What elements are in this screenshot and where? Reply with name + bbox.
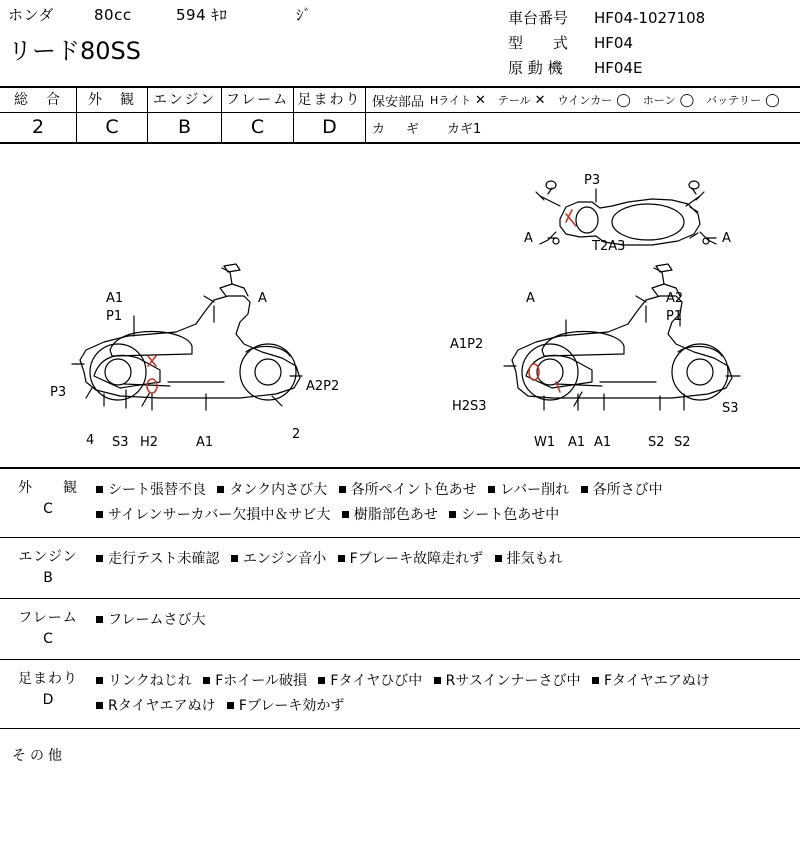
comment-item-text: エンジン音小 — [242, 551, 327, 567]
comment-item-text: Rサスインナーさび中 — [445, 673, 581, 689]
bullet-icon — [96, 555, 103, 562]
comment-item-text: 各所さび中 — [592, 482, 663, 498]
part-taillight-label: テール — [497, 94, 531, 107]
comment-item — [338, 551, 484, 567]
diagram-label-right-a1p2: A1P2 — [450, 337, 484, 352]
part-horn-mark: ◯ — [679, 92, 695, 108]
grade-cell-suspension — [294, 88, 366, 142]
diagram-label-left-2: 2 — [292, 427, 301, 442]
diagram-label-right-h2s3: H2S3 — [452, 399, 487, 414]
comment-body-other — [108, 745, 800, 765]
mileage: 594 ｷﾛ — [176, 6, 228, 24]
diagram-label-right-a2: A2 — [666, 291, 684, 306]
comment-item-text: 各所ペイント色あせ — [350, 482, 477, 498]
comment-item-text: 樹脂部色あせ — [353, 507, 438, 523]
grade-cell-frame — [222, 88, 294, 142]
diagram-label-right-a: A — [526, 291, 535, 306]
comment-item — [227, 698, 345, 714]
diagram-label-right-a1b: A1 — [594, 435, 612, 450]
header-vehicle-row — [8, 4, 498, 25]
comment-key-engine — [0, 547, 96, 589]
grade-cell-engine — [148, 88, 222, 142]
grade-value-engine: B — [177, 116, 192, 138]
bullet-icon — [227, 702, 234, 709]
header-extra-mark: ｼﾞ — [296, 6, 312, 24]
comment-key-exterior — [0, 478, 96, 528]
bullet-icon — [96, 486, 103, 493]
key-value: カギ1 — [447, 122, 482, 137]
diagram-label-left-a1b: A1 — [196, 435, 214, 450]
safety-parts-title-text: 保安部品 — [372, 94, 425, 110]
bullet-icon — [449, 511, 456, 518]
diagram-label-left-s3: S3 — [112, 435, 129, 450]
comment-item — [318, 673, 422, 689]
grade-label-frame: フレーム — [222, 88, 293, 113]
diagram-label-right-s2b: S2 — [674, 435, 691, 450]
comment-item — [96, 612, 205, 628]
comment-key-exterior-grade: C — [43, 501, 53, 517]
diagram-label-right-a1: A1 — [568, 435, 586, 450]
part-headlight-mark: ✕ — [474, 92, 486, 108]
header-right — [508, 6, 798, 81]
comment-item — [96, 698, 215, 714]
damage-diagram-svg — [0, 144, 800, 467]
part-winker-label: ウインカー — [557, 94, 613, 107]
part-battery-mark: ◯ — [765, 92, 780, 108]
bullet-icon — [217, 486, 224, 493]
grade-value-suspension: D — [322, 116, 337, 138]
comment-item — [217, 482, 327, 498]
grade-label-engine: エンジン — [148, 88, 221, 113]
diagram-label-top-t2a3: T2A3 — [592, 239, 626, 254]
comment-row-other — [0, 729, 800, 774]
grade-label-total: 総 合 — [0, 88, 76, 113]
comment-body-suspension — [96, 669, 800, 719]
engine-label: 原 動 機 — [508, 59, 563, 77]
comment-item-text: レバー削れ — [500, 482, 570, 498]
comment-item-text: Rタイヤエアぬけ — [108, 698, 216, 714]
comment-item — [581, 482, 663, 498]
comment-item-text: 排気もれ — [506, 551, 563, 567]
diagram-label-left-a: A — [258, 291, 267, 306]
comment-item-text: シート張替不良 — [108, 482, 206, 498]
comment-key-other: その他 — [12, 748, 66, 764]
comment-key-suspension-label: 足まわり — [18, 671, 78, 687]
part-taillight — [498, 92, 558, 108]
comment-section — [0, 469, 800, 865]
grade-cell-total — [0, 88, 77, 142]
comment-key-engine-label: エンジン — [18, 549, 78, 565]
safety-parts-block — [366, 88, 800, 142]
grade-value-exterior: C — [105, 116, 119, 138]
comment-row-exterior — [0, 469, 800, 538]
comment-item-text: Fブレーキ効かず — [238, 698, 345, 714]
engine-row — [508, 56, 798, 81]
bullet-icon — [96, 511, 103, 518]
diagram-label-top-a-left: A — [524, 231, 533, 246]
comment-item-text: シート色あせ中 — [461, 507, 560, 523]
part-battery-label: バッテリー — [706, 94, 762, 107]
comment-item — [231, 551, 326, 567]
comment-item — [339, 482, 477, 498]
comment-item — [203, 673, 307, 689]
diagram-label-left-a2p2: A2P2 — [306, 379, 340, 394]
maker-name: ホンダ — [8, 6, 54, 24]
comment-item — [342, 507, 438, 523]
comment-key-frame-grade: C — [43, 631, 53, 647]
bullet-icon — [96, 616, 103, 623]
part-headlight-label: Hライト — [430, 94, 471, 107]
grade-label-suspension: 足まわり — [294, 88, 365, 113]
comment-key-frame-label: フレーム — [18, 610, 78, 626]
part-winker — [558, 92, 643, 108]
diagram-label-right-s3: S3 — [722, 401, 739, 416]
grade-label-exterior: 外 観 — [77, 88, 147, 113]
diagram-left-side-view — [72, 264, 302, 410]
comment-key-engine-grade: B — [43, 570, 53, 586]
diagram-right-side-view — [504, 264, 740, 410]
bullet-icon — [96, 702, 103, 709]
key-label: カ ギ — [372, 122, 424, 137]
displacement: 80cc — [94, 6, 132, 24]
safety-parts-title — [372, 91, 430, 110]
comment-item — [96, 673, 192, 689]
comment-item-text: 走行テスト未確認 — [108, 551, 220, 567]
bullet-icon — [488, 486, 495, 493]
diagram-top-view — [536, 181, 716, 245]
chassis-number-row — [508, 6, 798, 31]
comment-item-text: サイレンサーカバー欠損中＆サビ大 — [108, 507, 331, 523]
bullet-icon — [495, 555, 502, 562]
comment-item-text: Fタイヤひび中 — [330, 673, 423, 689]
comment-item-text: Fタイヤエアぬけ — [604, 673, 710, 689]
comment-item — [592, 673, 710, 689]
diagram-label-right-p1: P1 — [666, 309, 683, 324]
diagram-label-right-w1: W1 — [534, 435, 556, 450]
part-taillight-mark: ✕ — [534, 92, 546, 108]
part-horn-label: ホーン — [642, 94, 676, 107]
comment-row-suspension — [0, 660, 800, 729]
bullet-icon — [592, 677, 599, 684]
chassis-number-value: HF04-1027108 — [594, 9, 706, 27]
type-row — [508, 31, 798, 56]
bullet-icon — [342, 511, 349, 518]
comment-item — [495, 551, 563, 567]
damage-diagram — [0, 144, 800, 469]
diagram-label-left-h2: H2 — [140, 435, 159, 450]
comment-item-text: タンク内さび大 — [229, 482, 328, 498]
bullet-icon — [338, 555, 345, 562]
comment-item-text: Fブレーキ故障走れず — [349, 551, 484, 567]
comment-item — [96, 507, 330, 523]
comment-body-engine — [96, 547, 800, 589]
key-row — [366, 113, 800, 142]
header-left — [8, 4, 498, 66]
type-value: HF04 — [594, 34, 633, 52]
comment-item — [96, 551, 219, 567]
comment-key-frame — [0, 608, 96, 650]
comment-item — [488, 482, 569, 498]
type-label: 型 式 — [508, 34, 569, 52]
bullet-icon — [434, 677, 441, 684]
diagram-label-right-s2: S2 — [648, 435, 665, 450]
grade-value-total: 2 — [31, 116, 45, 138]
diagram-label-left-p1: P1 — [106, 309, 123, 324]
comment-item-text: フレームさび大 — [108, 612, 206, 628]
comment-key-exterior-label: 外 観 — [18, 480, 78, 496]
comment-row-engine — [0, 538, 800, 599]
part-horn — [643, 92, 706, 108]
bullet-icon — [203, 677, 210, 684]
diagram-label-left-a1: A1 — [106, 291, 124, 306]
bullet-icon — [339, 486, 346, 493]
comment-item — [434, 673, 581, 689]
comment-item-text: Fホイール破損 — [215, 673, 307, 689]
header — [0, 0, 800, 88]
bullet-icon — [231, 555, 238, 562]
diagram-label-left-4: 4 — [86, 433, 95, 448]
comment-row-frame — [0, 599, 800, 660]
comment-item — [96, 482, 206, 498]
engine-value: HF04E — [594, 59, 643, 77]
part-headlight — [430, 92, 498, 108]
grade-value-frame: C — [250, 116, 265, 138]
comment-key-suspension — [0, 669, 96, 719]
diagram-label-top-a-right: A — [722, 231, 731, 246]
bullet-icon — [318, 677, 325, 684]
chassis-number-label: 車台番号 — [508, 9, 569, 27]
bullet-icon — [96, 677, 103, 684]
diagram-label-top-p3: P3 — [584, 173, 601, 188]
part-battery — [706, 92, 792, 108]
bullet-icon — [581, 486, 588, 493]
grades-bar — [0, 88, 800, 144]
safety-parts-row — [366, 88, 800, 113]
comment-item-text: リンクねじれ — [108, 673, 192, 689]
grade-cell-exterior — [77, 88, 148, 142]
comment-key-suspension-grade: D — [42, 692, 54, 708]
comment-body-frame — [96, 608, 800, 650]
comment-item — [449, 507, 559, 523]
part-winker-mark: ◯ — [616, 92, 631, 108]
diagram-label-left-p3: P3 — [50, 385, 67, 400]
comment-body-exterior — [96, 478, 800, 528]
model-name: リード80SS — [8, 37, 142, 65]
